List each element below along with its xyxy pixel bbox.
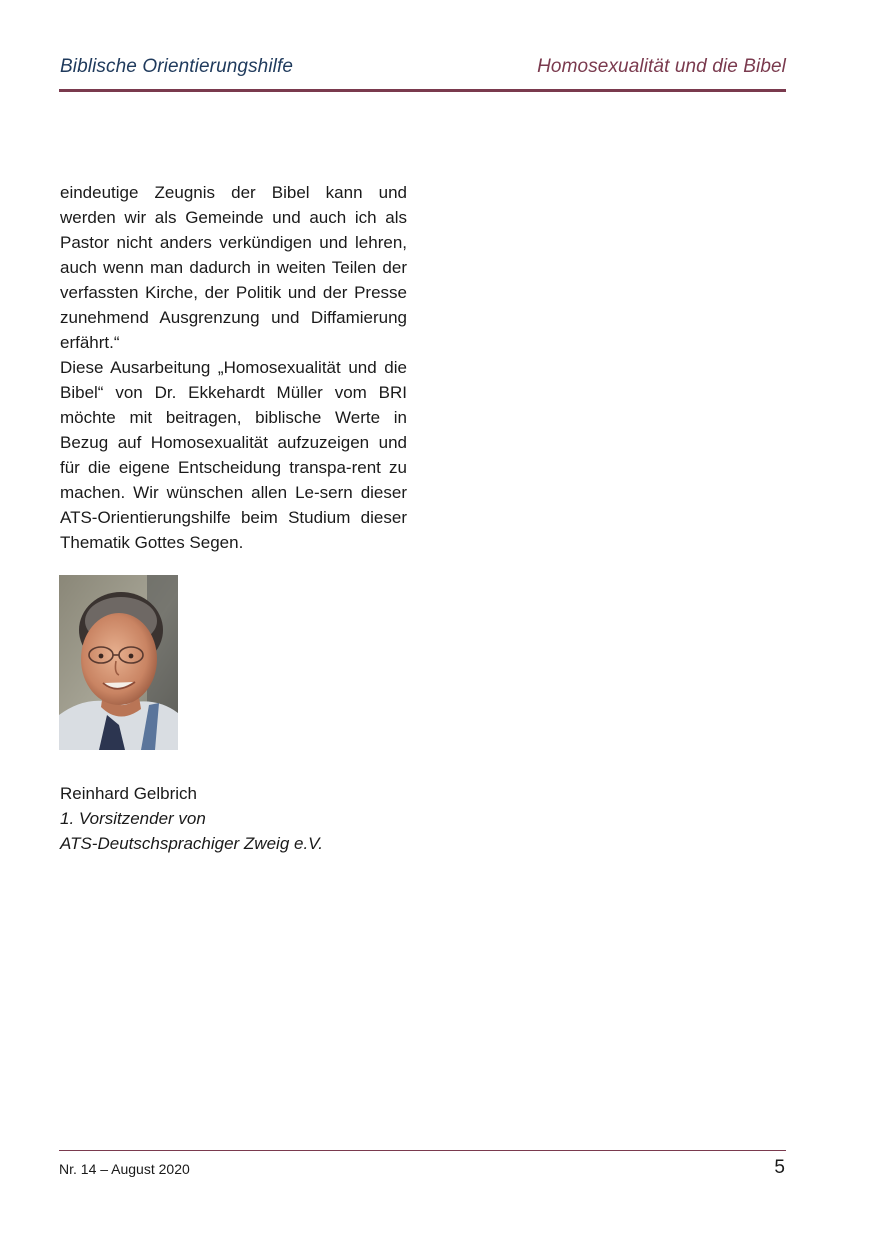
footer-divider: [59, 1150, 786, 1151]
signature-role-line-1: 1. Vorsitzender von: [60, 809, 206, 828]
header-topic-title: Homosexualität und die Bibel: [537, 56, 786, 77]
header-publication-title: Biblische Orientierungshilfe: [60, 56, 294, 77]
signature-block: [60, 781, 323, 856]
header-divider: [59, 89, 786, 92]
signature-role-line-2: ATS-Deutschsprachiger Zweig e.V.: [60, 834, 323, 853]
page-number: 5: [774, 1157, 785, 1178]
article-paragraph-1: eindeutige Zeugnis der Bibel kann und werden wir als Gemeinde und auch ich als Pastor nicht anders verkündigen und lehren, auch wenn man dadurch in weiten Teilen der verfassten Kirche, der Politik und der Presse zunehmend Ausgrenzung und Diffamierung erfährt.“: [60, 183, 407, 352]
footer-issue-date: Nr. 14 – August 2020: [59, 1161, 190, 1177]
author-portrait-photo: [59, 575, 178, 750]
article-paragraph-2: Diese Ausarbeitung „Homosexualität und die Bibel“ von Dr. Ekkehardt Müller vom BRI möchte mit beitragen, biblische Werte in Bezug auf Homosexualität aufzuzeigen und für die eigene Entscheidung transpa-rent zu machen. Wir wünschen allen Le-sern dieser ATS-Orientierungshilfe beim Studium dieser Thematik Gottes Segen.: [60, 358, 407, 552]
article-body: [60, 180, 407, 555]
signature-name: Reinhard Gelbrich: [60, 784, 198, 803]
